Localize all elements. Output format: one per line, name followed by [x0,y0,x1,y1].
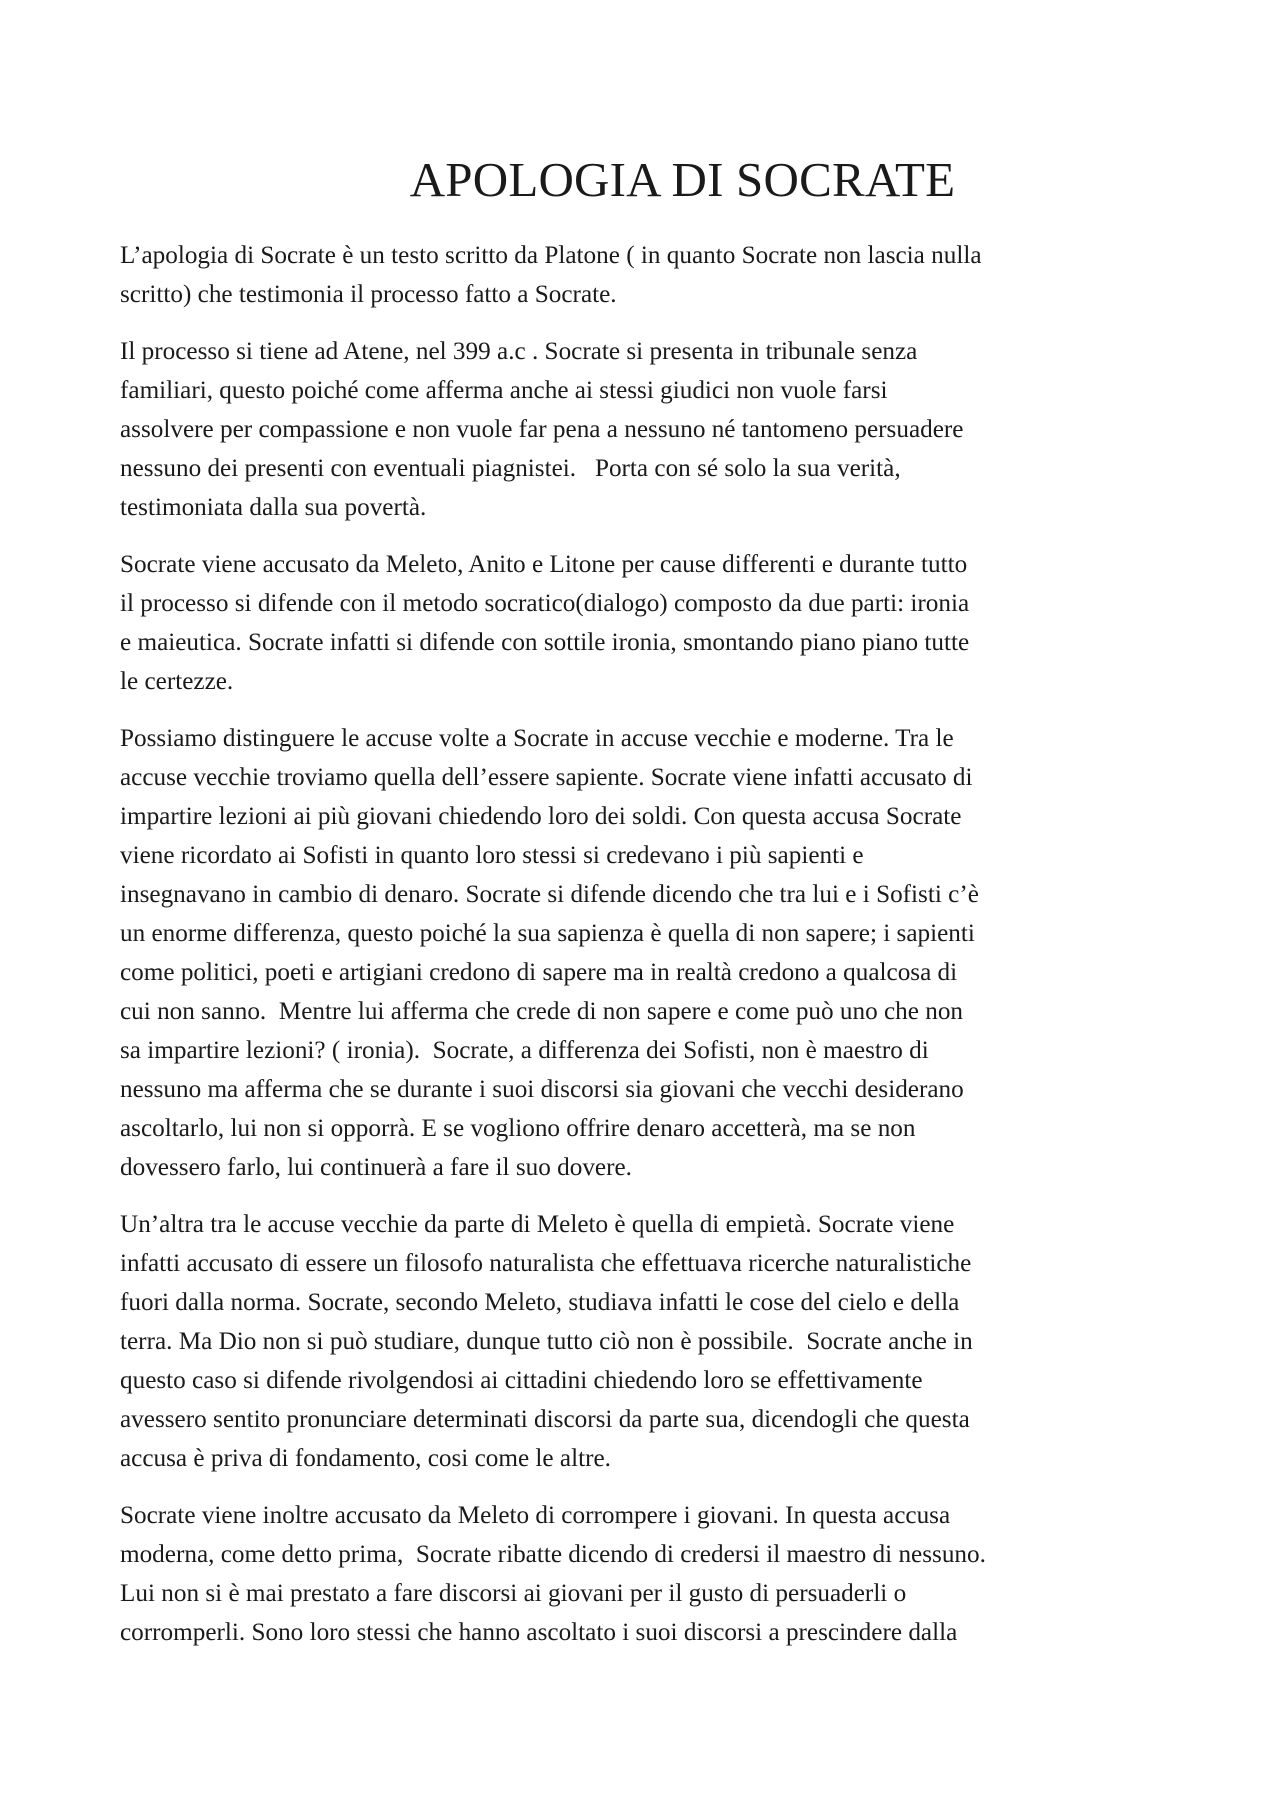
text-line: il processo si difende con il metodo socratico(dialogo) composto da due parti: ironia [120,590,970,617]
text-line: un enorme differenza, questo poiché la sua sapienza è quella di non sapere; i sapienti [120,920,975,947]
text-line: le certezze. [120,668,234,695]
paragraph-5 [120,1205,1172,1478]
paragraph-2 [120,332,1172,527]
text-line: Il processo si tiene ad Atene, nel 399 a.c . Socrate si presenta in tribunale senza [120,338,918,365]
text-line: ascoltarlo, lui non si opporrà. E se vogliono offrire denaro accetterà, ma se non [120,1115,916,1142]
text-line: moderna, come detto prima, Socrate ribatte dicendo di credersi il maestro di nessuno. [120,1541,986,1568]
text-line: fuori dalla norma. Socrate, secondo Meleto, studiava infatti le cose del cielo e della [120,1289,960,1316]
text-line: accusa è priva di fondamento, cosi come le altre. [120,1445,611,1472]
paragraph-1 [120,236,1172,314]
text-line: dovessero farlo, lui continuerà a fare il suo dovere. [120,1154,632,1181]
text-line: familiari, questo poiché come afferma anche ai stessi giudici non vuole farsi [120,377,888,404]
text-line: nessuno ma afferma che se durante i suoi discorsi sia giovani che vecchi desiderano [120,1076,964,1103]
text-line: infatti accusato di essere un filosofo naturalista che effettuava ricerche naturalistiche [120,1250,972,1277]
text-line: avessero sentito pronunciare determinati discorsi da parte sua, dicendogli che questa [120,1406,970,1433]
text-line: cui non sanno. Mentre lui afferma che crede di non sapere e come può uno che non [120,998,964,1025]
text-line: testimoniata dalla sua povertà. [120,494,427,521]
document-body [120,236,1172,1670]
paragraph-4 [120,719,1172,1187]
text-line: terra. Ma Dio non si può studiare, dunque tutto ciò non è possibile. Socrate anche in [120,1328,973,1355]
text-line: Socrate viene inoltre accusato da Meleto di corrompere i giovani. In questa accusa [120,1502,951,1529]
text-line: insegnavano in cambio di denaro. Socrate si difende dicendo che tra lui e i Sofisti c’è [120,881,979,908]
text-line: nessuno dei presenti con eventuali piagnistei. Porta con sé solo la sua verità, [120,455,901,482]
text-line: L’apologia di Socrate è un testo scritto da Platone ( in quanto Socrate non lascia nulla [120,242,982,269]
text-line: corromperli. Sono loro stessi che hanno ascoltato i suoi discorsi a prescindere dalla [120,1619,958,1646]
text-line: Lui non si è mai prestato a fare discorsi ai giovani per il gusto di persuaderli o [120,1580,907,1607]
text-line: Possiamo distinguere le accuse volte a Socrate in accuse vecchie e moderne. Tra le [120,725,954,752]
text-line: Un’altra tra le accuse vecchie da parte di Meleto è quella di empietà. Socrate viene [120,1211,955,1238]
text-line: assolvere per compassione e non vuole far pena a nessuno né tantomeno persuadere [120,416,964,443]
text-line: sa impartire lezioni? ( ironia). Socrate, a differenza dei Sofisti, non è maestro di [120,1037,929,1064]
text-line: accuse vecchie troviamo quella dell’essere sapiente. Socrate viene infatti accusato di [120,764,973,791]
text-line: Socrate viene accusato da Meleto, Anito e Litone per cause differenti e durante tutto [120,551,968,578]
text-line: come politici, poeti e artigiani credono di sapere ma in realtà credono a qualcosa di [120,959,958,986]
text-line: impartire lezioni ai più giovani chiedendo loro dei soldi. Con questa accusa Socrate [120,803,962,830]
text-line: viene ricordato ai Sofisti in quanto loro stessi si credevano i più sapienti e [120,842,864,869]
paragraph-3 [120,545,1172,701]
paragraph-6 [120,1496,1172,1652]
document-title: APOLOGIA DI SOCRATE [409,152,956,207]
text-line: scritto) che testimonia il processo fatto a Socrate. [120,281,617,308]
text-line: questo caso si difende rivolgendosi ai cittadini chiedendo loro se effettivamente [120,1367,923,1394]
text-line: e maieutica. Socrate infatti si difende con sottile ironia, smontando piano piano tutte [120,629,970,656]
